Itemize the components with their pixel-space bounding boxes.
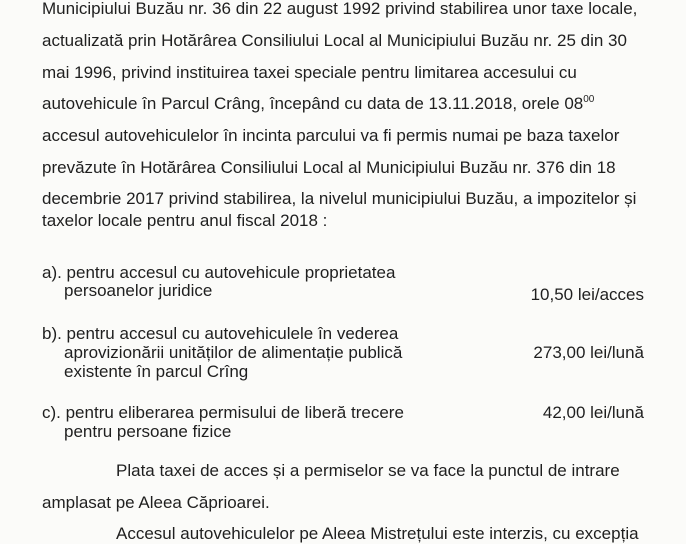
paragraph1-line5: accesul autovehiculelor în incinta parcului va fi permis numai pe baza taxelor bbox=[42, 126, 620, 145]
paragraph1-line6: prevăzute în Hotărârea Consiliului Local al Municipiului Buzău nr. 376 din 18 bbox=[42, 158, 616, 177]
fee-b-line2: aprovizionării unităților de alimentație publică bbox=[64, 343, 403, 362]
paragraph3-line1: Accesul autovehiculelor pe Aleea Mistrețului este interzis, cu excepția bbox=[116, 524, 639, 543]
time-superscript: 00 bbox=[583, 94, 595, 105]
fee-b-line1: b). pentru accesul cu autovehiculele în vederea bbox=[42, 324, 399, 343]
paragraph2-line1: Plata taxei de acces și a permiselor se va face la punctul de intrare bbox=[116, 461, 620, 480]
fee-a-line1: a). pentru accesul cu autovehicule proprietatea bbox=[42, 263, 396, 282]
paragraph1-line8: taxelor locale pentru anul fiscal 2018 : bbox=[42, 211, 328, 230]
fee-c-line1: c). pentru eliberarea permisului de liberă trecere bbox=[42, 403, 404, 422]
paragraph2-line2: amplasat pe Aleea Căprioarei. bbox=[42, 493, 270, 512]
paragraph1-line3: mai 1996, privind instituirea taxei speciale pentru limitarea accesului cu bbox=[42, 63, 577, 82]
fee-a-line2: persoanelor juridice bbox=[64, 281, 213, 300]
fee-c-amount: 42,00 lei/lună bbox=[542, 403, 644, 422]
paragraph1-line4-text: autovehicule în Parcul Crâng, începând cu data de 13.11.2018, orele 08 bbox=[42, 94, 584, 113]
paragraph1-line2: actualizată prin Hotărârea Consiliului Local al Municipiului Buzău nr. 25 din 30 bbox=[42, 31, 627, 50]
fee-a-amount: 10,50 lei/acces bbox=[530, 285, 644, 304]
paragraph1-line7: decembrie 2017 privind stabilirea, la nivelul municipiului Buzău, a impozitelor și bbox=[42, 189, 637, 208]
paragraph1-line1: Municipiului Buzău nr. 36 din 22 august 1992 privind stabilirea unor taxe locale, bbox=[42, 0, 638, 18]
fee-b-amount: 273,00 lei/lună bbox=[533, 343, 644, 362]
paragraph1-line4 bbox=[42, 94, 594, 114]
fee-c-line2: pentru persoane fizice bbox=[64, 422, 232, 441]
fee-b-line3: existente în parcul Crîng bbox=[64, 362, 249, 381]
